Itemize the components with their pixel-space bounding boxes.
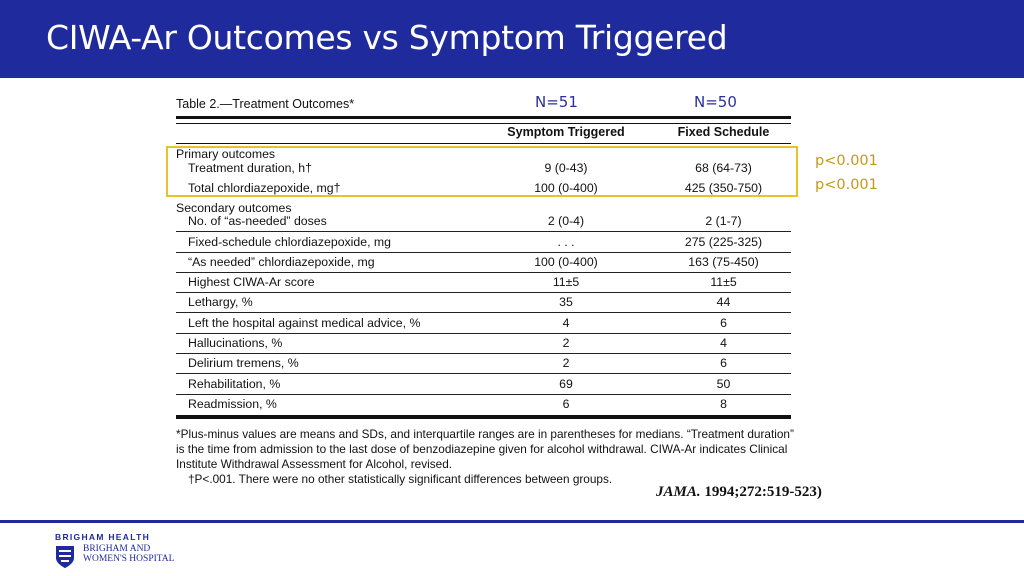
row-label: Fixed-schedule chlordiazepoxide, mg bbox=[188, 235, 392, 249]
p-value-duration: p<0.001 bbox=[815, 153, 878, 169]
table-top-rule-thin bbox=[176, 123, 791, 124]
row-label: Rehabilitation, % bbox=[188, 377, 281, 391]
p-value-total: p<0.001 bbox=[815, 177, 878, 193]
citation-ref: 1994;272:519-523) bbox=[704, 484, 822, 500]
table-top-rule bbox=[176, 116, 791, 119]
column-header-symptom: Symptom Triggered bbox=[507, 125, 625, 139]
table-row bbox=[176, 394, 791, 414]
cell-symptom: 2 bbox=[562, 336, 570, 350]
cell-fixed: 163 (75-450) bbox=[688, 255, 759, 269]
cell-fixed: 275 (225-325) bbox=[684, 235, 763, 249]
citation bbox=[656, 484, 822, 501]
shield-icon bbox=[55, 545, 75, 569]
logo-line-3: WOMEN'S HOSPITAL bbox=[83, 554, 175, 564]
column-header-fixed: Fixed Schedule bbox=[677, 125, 770, 139]
row-label: Treatment duration, h† bbox=[188, 161, 312, 175]
cell-fixed: 6 bbox=[720, 316, 727, 330]
row-label: Readmission, % bbox=[188, 397, 277, 411]
cell-symptom: 11±5 bbox=[552, 275, 580, 289]
table-row bbox=[176, 252, 791, 273]
slide-title: CIWA-Ar Outcomes vs Symptom Triggered bbox=[46, 18, 728, 57]
cell-fixed: 425 (350-750) bbox=[684, 181, 763, 195]
row-label: Primary outcomes bbox=[176, 147, 276, 161]
table-row bbox=[176, 292, 791, 313]
cell-fixed: 11±5 bbox=[710, 275, 737, 289]
footnote-text: *Plus-minus values are means and SDs, and interquartile ranges are in parentheses for medians. “Treatment duration” is the time from admission to the last dose of benzodiazepine given for alcohol withdrawal. CIWA-Ar indicates Clinical Institute Withdrawal Assessment for Alcohol, revised. bbox=[176, 427, 794, 471]
slide-header bbox=[0, 0, 1024, 78]
cell-fixed: 68 (64-73) bbox=[695, 161, 752, 175]
primary-outcomes-highlight bbox=[166, 146, 798, 197]
logo-brand: BRIGHAM HEALTH bbox=[55, 532, 151, 542]
cell-fixed: 50 bbox=[716, 377, 731, 391]
footnote-significance: †P<.001. There were no other statistically significant differences between groups. bbox=[188, 472, 613, 486]
row-label: “As needed” chlordiazepoxide, mg bbox=[188, 255, 375, 269]
cell-fixed: 44 bbox=[716, 295, 731, 309]
cell-symptom: 100 (0-400) bbox=[534, 181, 598, 195]
row-label: Total chlordiazepoxide, mg† bbox=[188, 181, 341, 195]
table-bottom-rule bbox=[176, 415, 791, 419]
row-label: Secondary outcomes bbox=[176, 201, 292, 215]
cell-symptom: . . . bbox=[557, 235, 575, 249]
table-caption: Table 2.—Treatment Outcomes* bbox=[176, 97, 355, 111]
row-label: Left the hospital against medical advice, % bbox=[188, 316, 421, 330]
cell-symptom: 6 bbox=[562, 397, 570, 411]
cell-symptom: 35 bbox=[559, 295, 573, 309]
cell-fixed: 2 (1-7) bbox=[705, 214, 742, 228]
cell-fixed: 8 bbox=[720, 397, 727, 411]
logo-hospital-name bbox=[83, 544, 174, 564]
row-label: Delirium tremens, % bbox=[188, 356, 299, 370]
table-row bbox=[176, 313, 791, 334]
cell-fixed: 6 bbox=[720, 356, 727, 370]
n-fixed-label: N=50 bbox=[694, 93, 737, 111]
cell-symptom: 9 (0-43) bbox=[544, 161, 588, 175]
row-label: Highest CIWA-Ar score bbox=[188, 275, 315, 289]
cell-symptom: 2 (0-4) bbox=[547, 214, 585, 228]
cell-symptom: 2 bbox=[562, 356, 570, 370]
table-row bbox=[176, 232, 791, 253]
row-label: No. of “as-needed” doses bbox=[188, 214, 327, 228]
cell-symptom: 69 bbox=[559, 377, 573, 391]
logo-line-2: BRIGHAM AND bbox=[83, 544, 151, 554]
table-row bbox=[176, 333, 791, 354]
cell-symptom: 100 (0-400) bbox=[534, 255, 598, 269]
table-row bbox=[176, 353, 791, 374]
citation-journal: JAMA. bbox=[656, 484, 701, 500]
n-symptom-label: N=51 bbox=[535, 93, 578, 111]
row-label: Hallucinations, % bbox=[188, 336, 283, 350]
cell-fixed: 4 bbox=[720, 336, 727, 350]
cell-symptom: 4 bbox=[562, 316, 570, 330]
table-row bbox=[176, 272, 791, 293]
table-footnotes bbox=[176, 427, 796, 487]
table-row bbox=[176, 374, 791, 395]
table-row bbox=[176, 211, 791, 232]
row-label: Lethargy, % bbox=[188, 295, 253, 309]
footer-rule bbox=[0, 520, 1024, 523]
